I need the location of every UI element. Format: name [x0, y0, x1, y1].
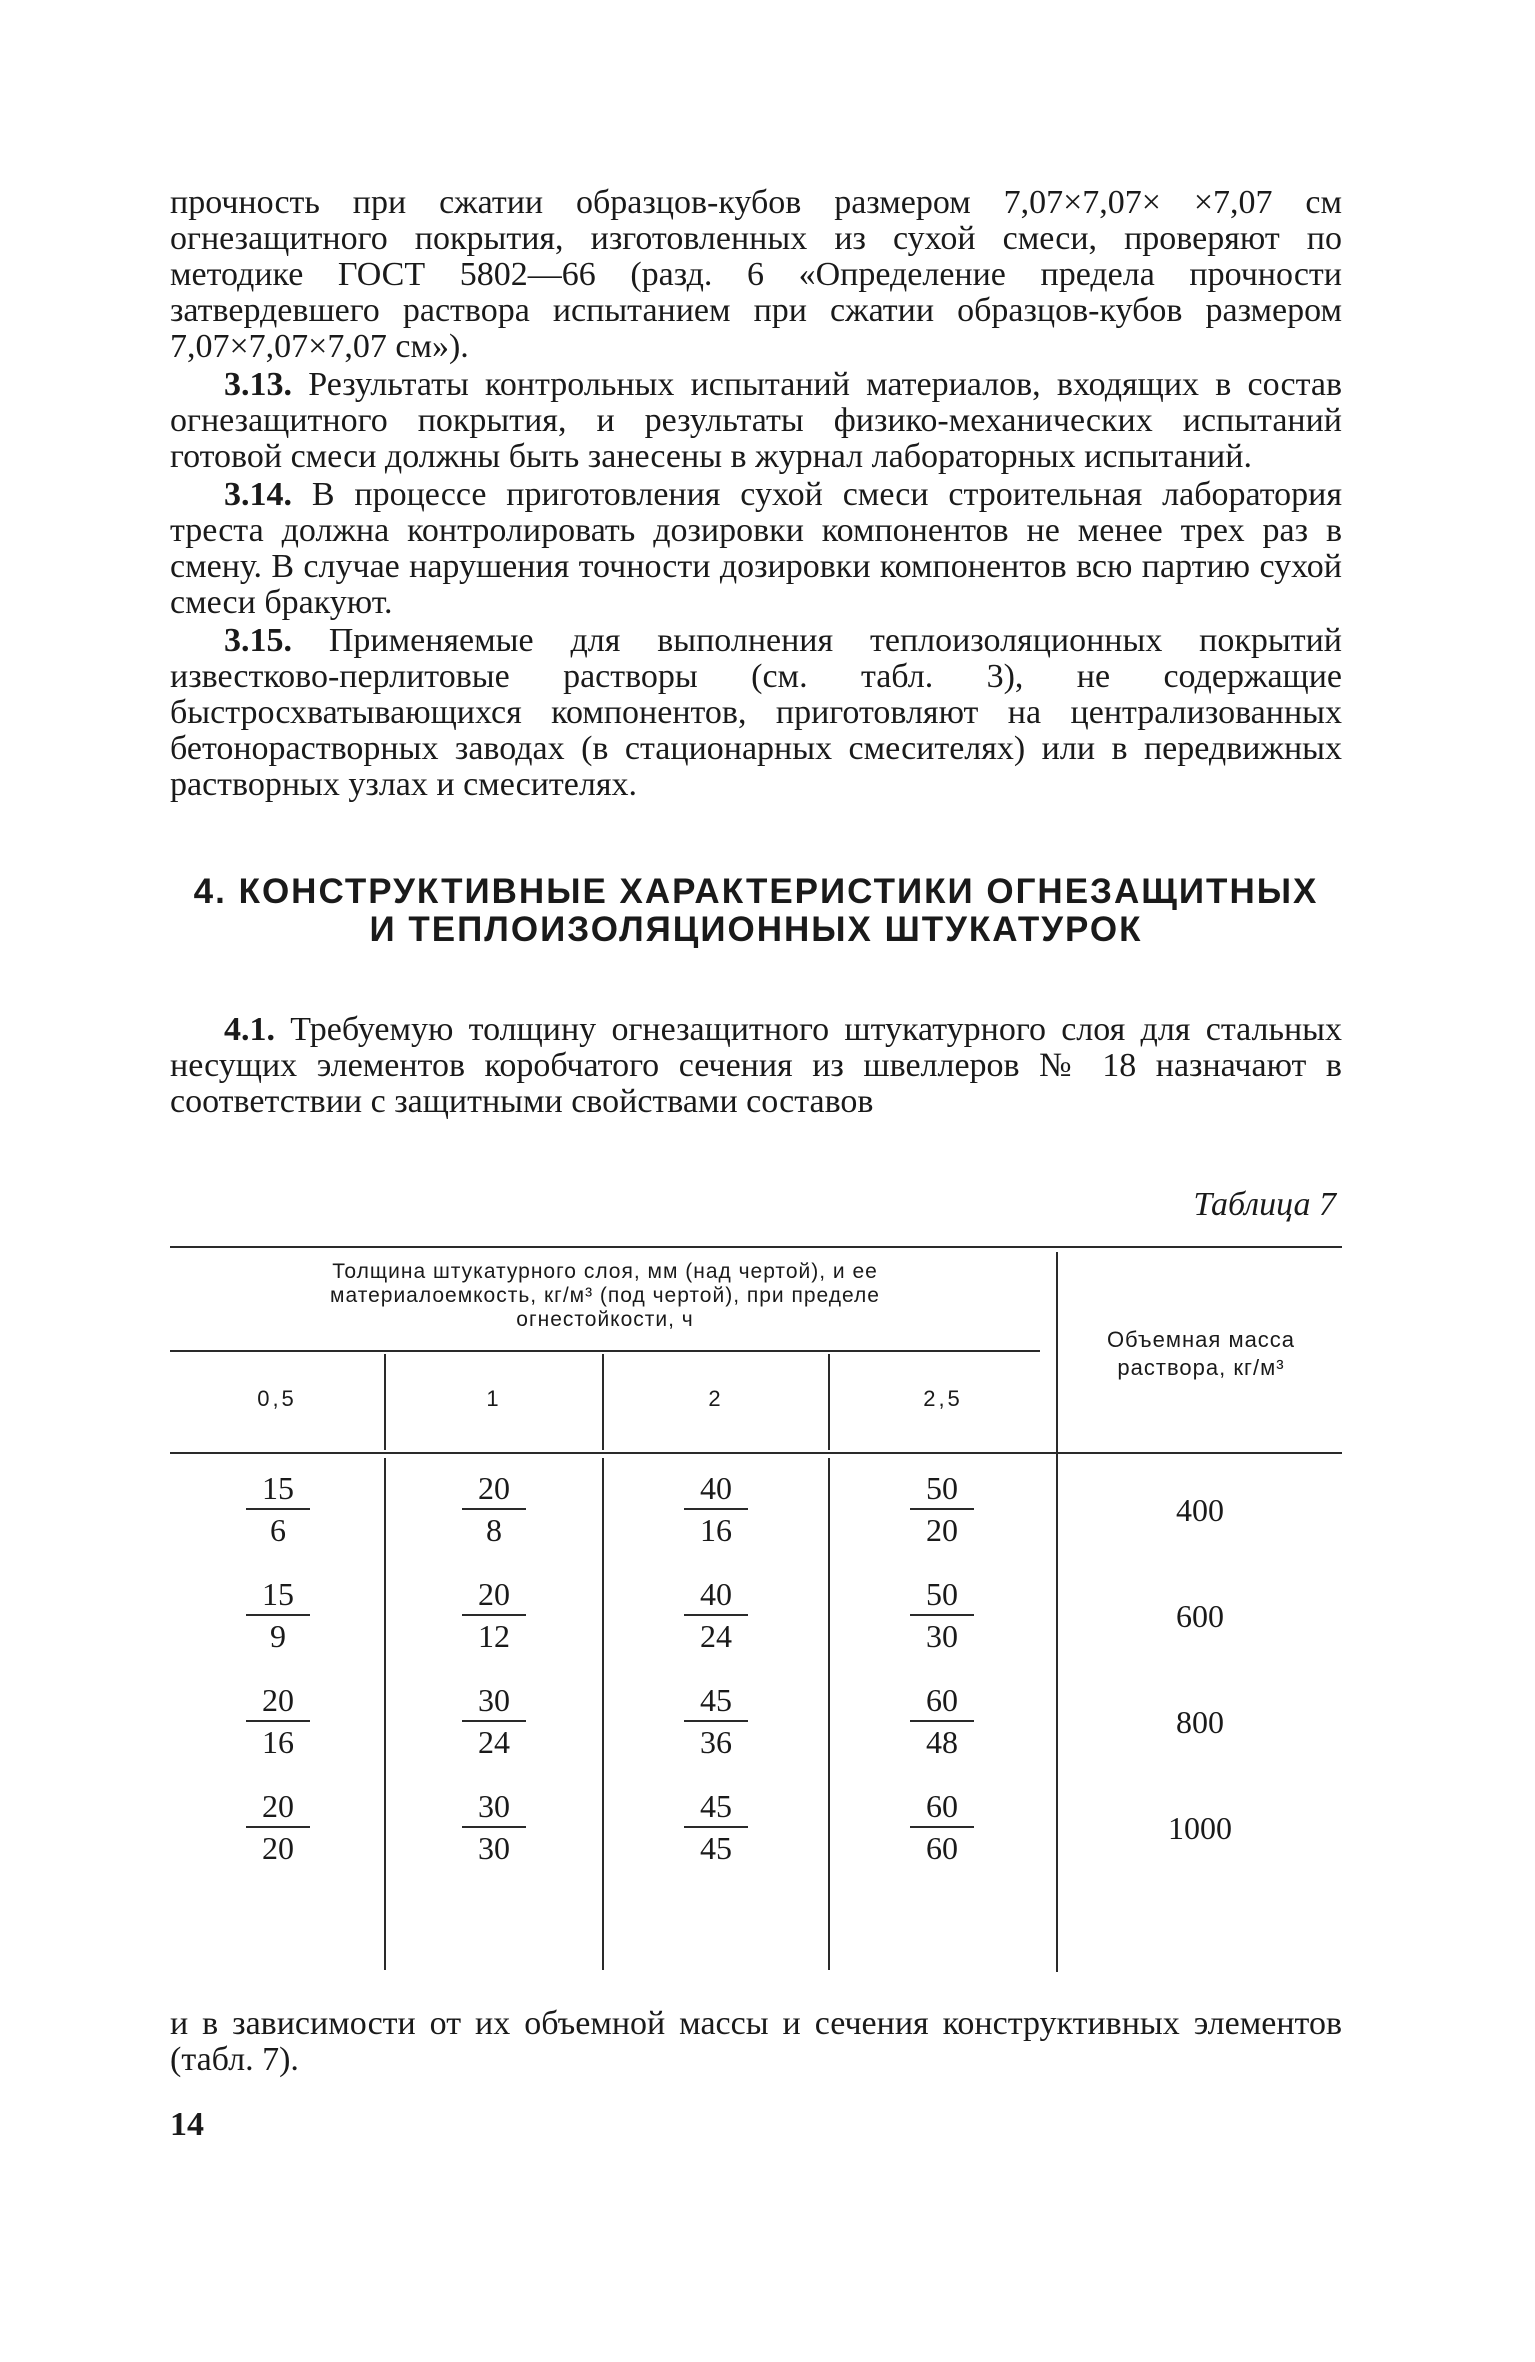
paragraph-4-1 [170, 1012, 1342, 1120]
table-body-divider-1 [384, 1458, 386, 1970]
cell-thickness: 30 [478, 1682, 510, 1718]
paragraph-text: Применяемые для выполнения теплоизоляционных покрытий известково-перлитовые растворы (см. табл. 3), не содержащие быстросхватывающихся компонентов, приготовляют на централизованных бетонорастворных заводах (в стационарных смесителях) или в передвижных растворных узлах и смесителях. [170, 622, 1342, 803]
cell-volumetric-mass: 600 [1176, 1598, 1224, 1634]
cell-thickness: 20 [262, 1682, 294, 1718]
paragraph-strength-test [170, 185, 1342, 365]
cell-thickness: 30 [478, 1788, 510, 1824]
cell-thickness: 45 [700, 1682, 732, 1718]
clause-number: 3.15. [224, 622, 292, 659]
cell-consumption: 9 [270, 1618, 286, 1654]
table-cell-fraction [459, 1680, 529, 1762]
table-cell-fraction [459, 1786, 529, 1868]
column-header-2-5: 2,5 [923, 1386, 963, 1411]
table-cell-fraction [243, 1680, 313, 1762]
table-cell-fraction [907, 1468, 977, 1550]
table-cell-fraction [243, 1786, 313, 1868]
cell-thickness: 60 [926, 1682, 958, 1718]
table-caption: Таблица 7 [1193, 1186, 1336, 1223]
clause-number: 3.14. [224, 476, 292, 513]
table-cell-fraction [459, 1574, 529, 1656]
column-header-1: 1 [486, 1386, 502, 1411]
header-mass-line-2: раствора, кг/м³ [1117, 1355, 1285, 1380]
cell-consumption: 16 [262, 1724, 294, 1760]
table-cell-fraction [907, 1680, 977, 1762]
table-cell-fraction [459, 1468, 529, 1550]
table-cell-fraction [243, 1468, 313, 1550]
paragraph-3-15 [170, 623, 1342, 803]
cell-consumption: 24 [478, 1724, 510, 1760]
cell-consumption: 48 [926, 1724, 958, 1760]
cell-thickness: 45 [700, 1788, 732, 1824]
cell-thickness: 15 [262, 1470, 294, 1506]
header-volumetric-mass [1060, 1326, 1342, 1382]
table-7 [170, 1246, 1342, 1986]
cell-consumption: 30 [926, 1618, 958, 1654]
paragraph-text: Требуемую толщину огнезащитного штукатурного слоя для стальных несущих элементов коробчатого сечения из швеллеров № 18 назначают в соответствии с защитными свойствами составов [170, 1011, 1342, 1120]
table-header-bottom-rule [170, 1452, 1342, 1454]
cell-thickness: 20 [478, 1576, 510, 1612]
cell-consumption: 20 [926, 1512, 958, 1548]
cell-consumption: 16 [700, 1512, 732, 1548]
cell-volumetric-mass: 400 [1176, 1492, 1224, 1528]
table-divider-mass [1056, 1252, 1058, 1972]
cell-thickness: 20 [478, 1470, 510, 1506]
cell-thickness: 60 [926, 1788, 958, 1824]
cell-volumetric-mass: 800 [1176, 1704, 1224, 1740]
paragraph-3-13 [170, 367, 1342, 475]
column-header-2: 2 [708, 1386, 724, 1411]
cell-consumption: 30 [478, 1830, 510, 1866]
paragraph-text: Результаты контрольных испытаний материалов, входящих в состав огнезащитного покрытия, и результаты физико-механических испытаний готовой смеси должны быть занесены в журнал лабораторных испытаний. [170, 366, 1342, 475]
cell-consumption: 20 [262, 1830, 294, 1866]
table-top-rule [170, 1246, 1342, 1248]
cell-thickness: 50 [926, 1576, 958, 1612]
table-cell-fraction [681, 1680, 751, 1762]
paragraph-text: В процессе приготовления сухой смеси строительная лаборатория треста должна контролировать дозировки компонентов не менее трех раз в смену. В случае нарушения точности дозировки компонентов всю партию сухой смеси бракуют. [170, 476, 1342, 621]
cell-thickness: 40 [700, 1576, 732, 1612]
paragraph-continuation [170, 2006, 1342, 2078]
header-thickness-line-1: Толщина штукатурного слоя, мм (над чертой), и ее [332, 1260, 878, 1283]
table-body-divider-3 [828, 1458, 830, 1970]
cell-consumption: 6 [270, 1512, 286, 1548]
header-mass-line-1: Объемная масса [1106, 1327, 1296, 1352]
table-cell-fraction [681, 1468, 751, 1550]
cell-consumption: 60 [926, 1830, 958, 1866]
table-cell-fraction [907, 1574, 977, 1656]
cell-consumption: 24 [700, 1618, 732, 1654]
cell-thickness: 20 [262, 1788, 294, 1824]
paragraph-3-14 [170, 477, 1342, 621]
column-header-0-5: 0,5 [257, 1386, 297, 1411]
cell-consumption: 36 [700, 1724, 732, 1760]
table-subheader-rule [170, 1350, 1040, 1352]
cell-thickness: 50 [926, 1470, 958, 1506]
cell-consumption: 8 [486, 1512, 502, 1548]
clause-number: 4.1. [224, 1011, 275, 1048]
section-heading-line-1: 4. КОНСТРУКТИВНЫЕ ХАРАКТЕРИСТИКИ ОГНЕЗАЩИТНЫХ [193, 872, 1319, 911]
header-thickness-line-3: огнестойкости, ч [516, 1308, 694, 1331]
header-thickness-line-2: материалоемкость, кг/м³ (под чертой), при пределе [330, 1284, 880, 1307]
clause-number: 3.13. [224, 366, 292, 403]
table-cell-fraction [681, 1574, 751, 1656]
cell-consumption: 12 [478, 1618, 510, 1654]
cell-volumetric-mass: 1000 [1168, 1810, 1232, 1846]
header-thickness [170, 1260, 1040, 1332]
section-heading-line-2: И ТЕПЛОИЗОЛЯЦИОННЫХ ШТУКАТУРОК [369, 910, 1143, 949]
paragraph-text: и в зависимости от их объемной массы и сечения конструктивных элементов (табл. 7). [170, 2005, 1342, 2078]
cell-thickness: 15 [262, 1576, 294, 1612]
table-cell-fraction [681, 1786, 751, 1868]
document-page [170, 180, 1342, 2144]
table-cell-fraction [243, 1574, 313, 1656]
table-cell-fraction [907, 1786, 977, 1868]
paragraph-text: прочность при сжатии образцов-кубов размером 7,07×7,07× ×7,07 см огнезащитного покрытия, изготовленных из сухой смеси, проверяют по методике ГОСТ 5802—66 (разд. 6 «Определение предела прочности затвердевшего раствора испытанием при сжатии образцов-кубов размером 7,07×7,07×7,07 см»). [170, 184, 1342, 365]
cell-thickness: 40 [700, 1470, 732, 1506]
cell-consumption: 45 [700, 1830, 732, 1866]
table-body-divider-2 [602, 1458, 604, 1970]
page-number: 14 [170, 2106, 204, 2143]
